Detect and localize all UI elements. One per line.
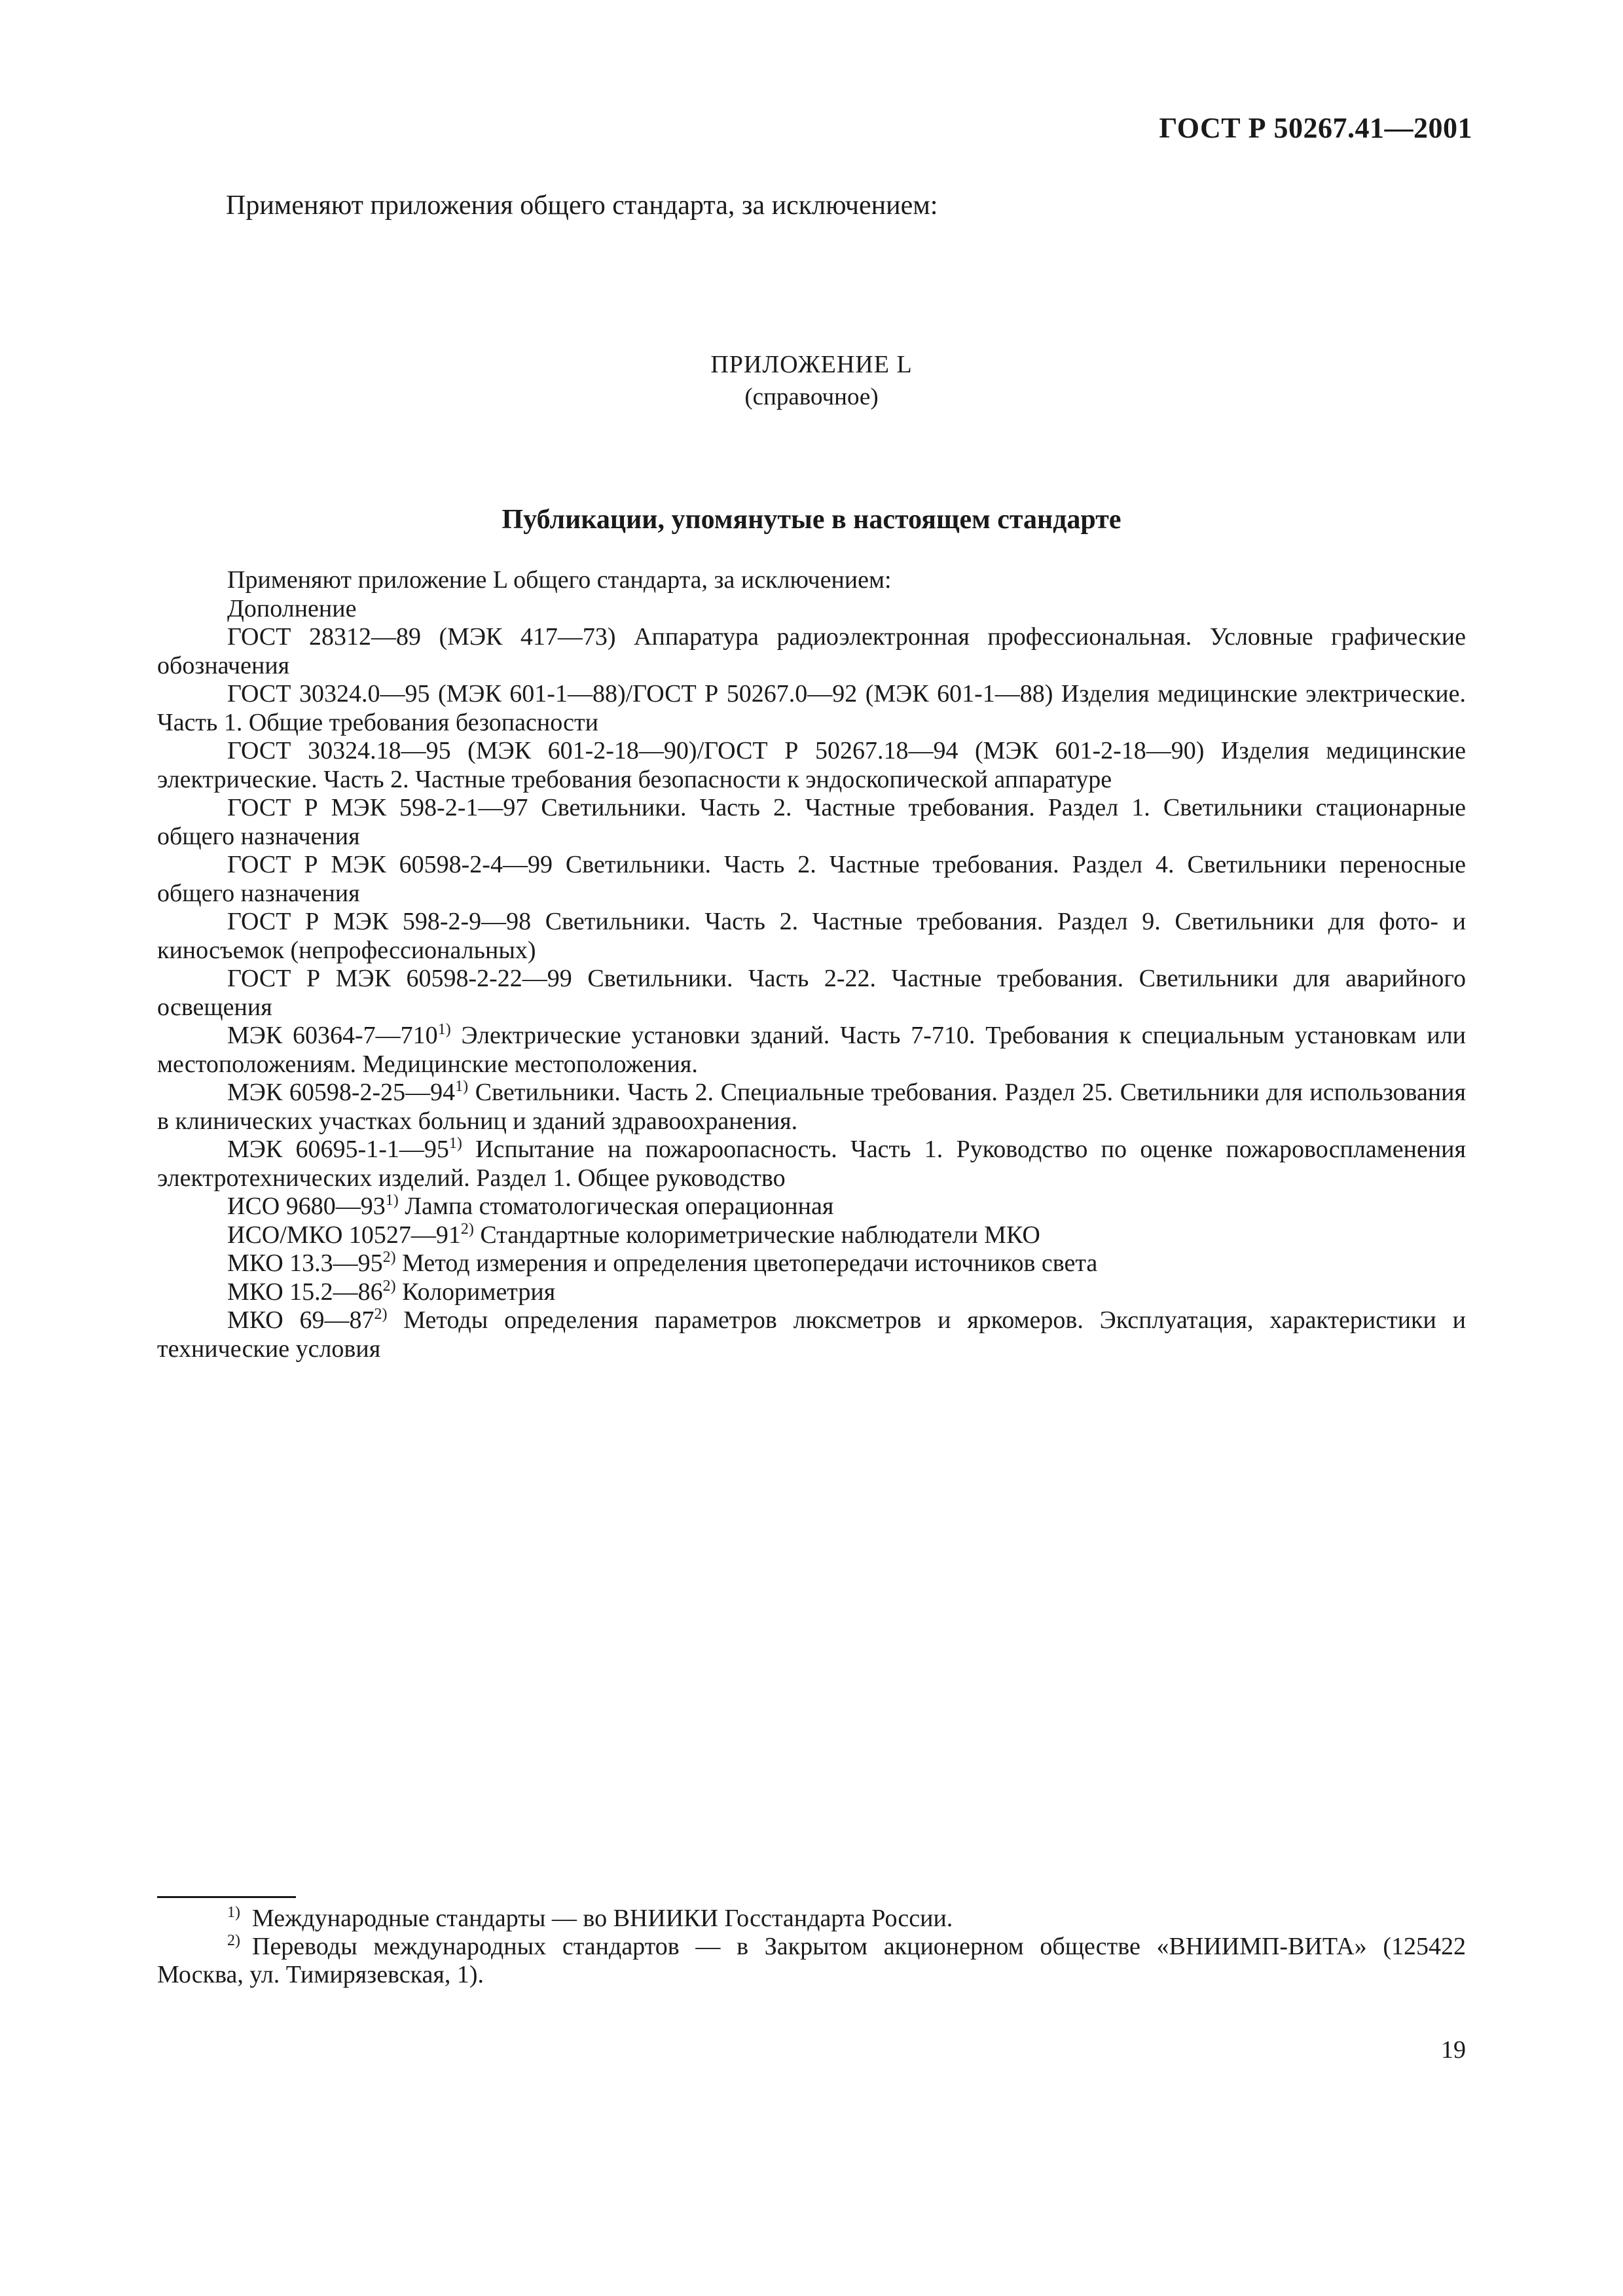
reference-item <box>157 1278 1466 1307</box>
reference-item: ГОСТ Р МЭК 598-2-9—98 Светильники. Часть 2. Частные требования. Раздел 9. Светильники для фото- и киносъемок (непрофессиональных) <box>157 908 1466 964</box>
footnote-divider <box>157 1896 296 1898</box>
footnote-mark: 2) <box>227 1932 240 1949</box>
footnote-mark: 2) <box>460 1220 474 1238</box>
reference-item: ГОСТ Р МЭК 60598-2-22—99 Светильники. Часть 2-22. Частные требования. Светильники для аварийного освещения <box>157 965 1466 1021</box>
footnote-text: Международные стандарты — во ВНИИКИ Госстандарта России. <box>252 1905 953 1932</box>
references-body <box>157 566 1466 1363</box>
document-id-header: ГОСТ Р 50267.41—2001 <box>1159 112 1472 144</box>
reference-code: ИСО 9680—93 <box>227 1193 386 1220</box>
reference-code: МЭК 60598-2-25—94 <box>227 1079 456 1106</box>
reference-code: МКО 69—87 <box>227 1306 374 1334</box>
footnote-item <box>157 1905 1466 1933</box>
page-number: 19 <box>1441 2036 1466 2064</box>
footnote-mark: 2) <box>382 1249 396 1266</box>
reference-code: ИСО/МКО 10527—91 <box>227 1221 461 1249</box>
footnote-item <box>157 1933 1466 1989</box>
annex-title: ПРИЛОЖЕНИЕ L <box>710 351 913 378</box>
footnote-mark: 1) <box>455 1078 469 1095</box>
reference-title: Колориметрия <box>395 1278 556 1306</box>
reference-code: МКО 13.3—95 <box>227 1249 383 1277</box>
reference-title: Метод измерения и определения цветопередачи источников света <box>395 1249 1098 1277</box>
footnote-mark: 1) <box>437 1021 451 1038</box>
annex-subtitle: (справочное) <box>744 384 879 410</box>
body-intro-line: Применяют приложение L общего стандарта, за исключением: <box>227 566 892 594</box>
reference-item <box>157 1022 1466 1079</box>
reference-item: ГОСТ Р МЭК 598-2-1—97 Светильники. Часть 2. Частные требования. Раздел 1. Светильники стационарные общего назначения <box>157 794 1466 850</box>
reference-item: ГОСТ 30324.0—95 (МЭК 601-1—88)/ГОСТ Р 50267.0—92 (МЭК 601-1—88) Изделия медицинские электрические. Часть 1. Общие требования безопасности <box>157 680 1466 736</box>
footnotes <box>157 1905 1466 1989</box>
footnote-mark: 2) <box>382 1277 396 1295</box>
addition-label: Дополнение <box>227 594 357 622</box>
footnote-mark: 2) <box>374 1306 388 1323</box>
reference-title: Светильники. Часть 2. Специальные требования. Раздел 25. Светильники для использования в клинических участках больниц и зданий здравоохранения. <box>157 1079 1467 1135</box>
footnote-mark: 1) <box>448 1135 462 1152</box>
reference-title: Стандартные колориметрические наблюдатели МКО <box>473 1221 1040 1249</box>
reference-title: Электрические установки зданий. Часть 7-710. Требования к специальным установкам или местоположениям. Медицинские местоположения. <box>157 1022 1466 1078</box>
reference-item: ГОСТ 30324.18—95 (МЭК 601-2-18—90)/ГОСТ Р 50267.18—94 (МЭК 601-2-18—90) Изделия медицинские электрические. Часть 2. Частные требования безопасности к эндоскопической аппаратуре <box>157 737 1466 793</box>
reference-item <box>157 1079 1466 1136</box>
section-title: Публикации, упомянутые в настоящем стандарте <box>501 505 1122 535</box>
reference-item: ГОСТ Р МЭК 60598-2-4—99 Светильники. Часть 2. Частные требования. Раздел 4. Светильники переносные общего назначения <box>157 851 1466 907</box>
reference-code: МЭК 60364-7—710 <box>227 1022 438 1049</box>
intro-text: Применяют приложения общего стандарта, за исключением: <box>226 190 938 221</box>
reference-item <box>157 1249 1466 1278</box>
reference-item <box>157 1306 1466 1363</box>
reference-title: Лампа стоматологическая операционная <box>398 1193 834 1220</box>
reference-item <box>157 1221 1466 1250</box>
reference-item <box>157 1193 1466 1221</box>
footnote-mark: 1) <box>227 1904 240 1921</box>
reference-code: МКО 15.2—86 <box>227 1278 383 1306</box>
footnote-text: Переводы международных стандартов — в Закрытом акционерном обществе «ВНИИМП-ВИТА» (125422 Москва, ул. Тимирязевская, 1). <box>157 1933 1466 1988</box>
footnote-mark: 1) <box>385 1192 399 1209</box>
reference-item: ГОСТ 28312—89 (МЭК 417—73) Аппаратура радиоэлектронная профессиональная. Условные графические обозначения <box>157 623 1466 679</box>
reference-title: Испытание на пожароопасность. Часть 1. Руководство по оценке пожаровоспламенения электротехнических изделий. Раздел 1. Общее руководство <box>157 1136 1466 1192</box>
reference-title: Методы определения параметров люксметров и яркомеров. Эксплуатация, характеристики и технические условия <box>157 1306 1466 1363</box>
reference-code: МЭК 60695-1-1—95 <box>227 1136 449 1163</box>
reference-item <box>157 1136 1466 1193</box>
